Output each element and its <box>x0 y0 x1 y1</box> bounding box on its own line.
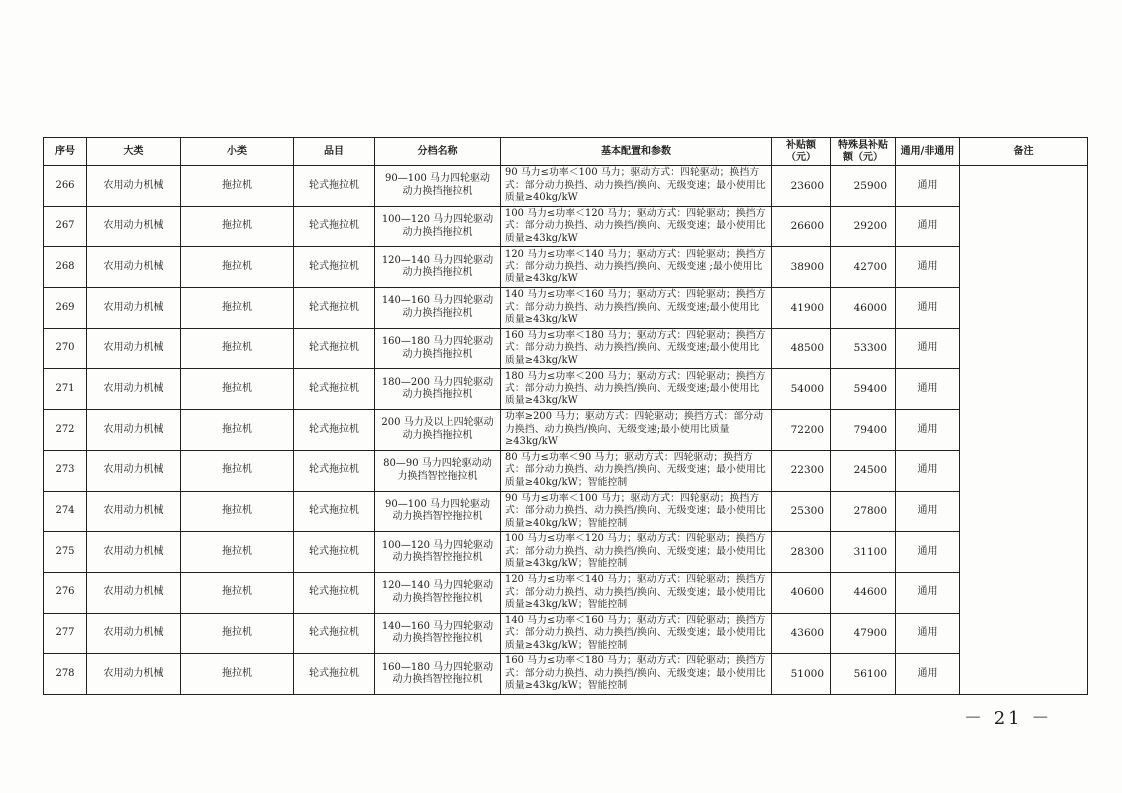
subsidy-table <box>43 137 1088 695</box>
item-cell: 轮式拖拉机 <box>294 613 375 654</box>
special-subsidy-cell: 27800 <box>831 491 896 532</box>
subsidy-cell: 26600 <box>772 206 831 247</box>
seq-cell: 275 <box>44 532 87 573</box>
seq-cell: 278 <box>44 654 87 695</box>
category-cell: 农用动力机械 <box>87 369 181 410</box>
params-cell: 90 马力≤功率＜100 马力；驱动方式：四轮驱动；换挡方式：部分动力换挡、动力换挡/换向、无级变速；最小使用比质量≥40kg/kW <box>501 166 772 207</box>
seq-cell: 269 <box>44 288 87 329</box>
subsidy-cell: 54000 <box>772 369 831 410</box>
general-cell: 通用 <box>896 288 960 329</box>
general-cell: 通用 <box>896 491 960 532</box>
table-body <box>44 166 1088 695</box>
subcategory-cell: 拖拉机 <box>181 328 294 369</box>
params-cell: 140 马力≤功率＜160 马力；驱动方式：四轮驱动；换挡方式：部分动力换挡、动力换挡/换向、无级变速；最小使用比质量≥43kg/kW；智能控制 <box>501 613 772 654</box>
seq-cell: 273 <box>44 450 87 491</box>
subsidy-cell: 41900 <box>772 288 831 329</box>
item-cell: 轮式拖拉机 <box>294 410 375 451</box>
table-row <box>44 532 1088 573</box>
special-subsidy-cell: 44600 <box>831 572 896 613</box>
subsidy-cell: 40600 <box>772 572 831 613</box>
subcategory-cell: 拖拉机 <box>181 450 294 491</box>
general-cell: 通用 <box>896 572 960 613</box>
tier-name-cell: 160—180 马力四轮驱动动力换挡拖拉机 <box>375 328 501 369</box>
table-row <box>44 491 1088 532</box>
category-cell: 农用动力机械 <box>87 450 181 491</box>
header-tier-name: 分档名称 <box>375 138 501 166</box>
category-cell: 农用动力机械 <box>87 247 181 288</box>
table-row <box>44 654 1088 695</box>
subsidy-cell: 72200 <box>772 410 831 451</box>
seq-cell: 270 <box>44 328 87 369</box>
header-subsidy: 补贴额（元） <box>772 138 831 166</box>
special-subsidy-cell: 29200 <box>831 206 896 247</box>
seq-cell: 268 <box>44 247 87 288</box>
params-cell: 80 马力≤功率＜90 马力；驱动方式：四轮驱动；换挡方式：部分动力换挡、动力换挡/换向、无级变速；最小使用比质量≥40kg/kW；智能控制 <box>501 450 772 491</box>
header-seq: 序号 <box>44 138 87 166</box>
seq-cell: 277 <box>44 613 87 654</box>
tier-name-cell: 120—140 马力四轮驱动动力换挡智控拖拉机 <box>375 572 501 613</box>
params-cell: 120 马力≤功率＜140 马力；驱动方式：四轮驱动；换挡方式：部分动力换挡、动力换挡/换向、无级变速 ;最小使用比质量≥43kg/kW <box>501 247 772 288</box>
tier-name-cell: 140—160 马力四轮驱动动力换挡拖拉机 <box>375 288 501 329</box>
subcategory-cell: 拖拉机 <box>181 410 294 451</box>
subcategory-cell: 拖拉机 <box>181 288 294 329</box>
subcategory-cell: 拖拉机 <box>181 206 294 247</box>
table-row <box>44 410 1088 451</box>
item-cell: 轮式拖拉机 <box>294 166 375 207</box>
table-row <box>44 206 1088 247</box>
header-subcategory: 小类 <box>181 138 294 166</box>
general-cell: 通用 <box>896 613 960 654</box>
general-cell: 通用 <box>896 206 960 247</box>
remarks-cell <box>960 166 1088 695</box>
table-row <box>44 247 1088 288</box>
subcategory-cell: 拖拉机 <box>181 572 294 613</box>
table-header-row <box>44 138 1088 166</box>
seq-cell: 272 <box>44 410 87 451</box>
params-cell: 160 马力≤功率＜180 马力；驱动方式：四轮驱动；换挡方式：部分动力换挡、动力换挡/换向、无级变速；最小使用比质量≥43kg/kW；智能控制 <box>501 654 772 695</box>
params-cell: 100 马力≤功率＜120 马力；驱动方式：四轮驱动；换挡方式：部分动力换挡、动力换挡/换向、无级变速；最小使用比质量≥43kg/kW；智能控制 <box>501 532 772 573</box>
special-subsidy-cell: 42700 <box>831 247 896 288</box>
subsidy-cell: 28300 <box>772 532 831 573</box>
category-cell: 农用动力机械 <box>87 206 181 247</box>
general-cell: 通用 <box>896 328 960 369</box>
subsidy-cell: 51000 <box>772 654 831 695</box>
special-subsidy-cell: 56100 <box>831 654 896 695</box>
special-subsidy-cell: 24500 <box>831 450 896 491</box>
seq-cell: 274 <box>44 491 87 532</box>
category-cell: 农用动力机械 <box>87 654 181 695</box>
item-cell: 轮式拖拉机 <box>294 450 375 491</box>
header-item: 品目 <box>294 138 375 166</box>
category-cell: 农用动力机械 <box>87 410 181 451</box>
item-cell: 轮式拖拉机 <box>294 206 375 247</box>
category-cell: 农用动力机械 <box>87 328 181 369</box>
subcategory-cell: 拖拉机 <box>181 613 294 654</box>
general-cell: 通用 <box>896 410 960 451</box>
item-cell: 轮式拖拉机 <box>294 247 375 288</box>
subcategory-cell: 拖拉机 <box>181 247 294 288</box>
category-cell: 农用动力机械 <box>87 532 181 573</box>
table-row <box>44 369 1088 410</box>
seq-cell: 266 <box>44 166 87 207</box>
category-cell: 农用动力机械 <box>87 288 181 329</box>
subsidy-cell: 43600 <box>772 613 831 654</box>
params-cell: 160 马力≤功率＜180 马力；驱动方式：四轮驱动；换挡方式：部分动力换挡、动力换挡/换向、无级变速;最小使用比质量≥43kg/kW <box>501 328 772 369</box>
tier-name-cell: 80—90 马力四轮驱动动力换挡智控拖拉机 <box>375 450 501 491</box>
seq-cell: 276 <box>44 572 87 613</box>
params-cell: 功率≥200 马力；驱动方式：四轮驱动；换挡方式：部分动力换挡、动力换挡/换向、无级变速;最小使用比质量≥43kg/kW <box>501 410 772 451</box>
general-cell: 通用 <box>896 654 960 695</box>
subcategory-cell: 拖拉机 <box>181 166 294 207</box>
item-cell: 轮式拖拉机 <box>294 532 375 573</box>
header-general: 通用/非通用 <box>896 138 960 166</box>
tier-name-cell: 90—100 马力四轮驱动动力换挡拖拉机 <box>375 166 501 207</box>
table-row <box>44 572 1088 613</box>
special-subsidy-cell: 46000 <box>831 288 896 329</box>
header-params: 基本配置和参数 <box>501 138 772 166</box>
header-category: 大类 <box>87 138 181 166</box>
category-cell: 农用动力机械 <box>87 572 181 613</box>
params-cell: 180 马力≤功率＜200 马力；驱动方式：四轮驱动；换挡方式：部分动力换挡、动力换挡/换向、无级变速;最小使用比质量≥43kg/kW <box>501 369 772 410</box>
params-cell: 120 马力≤功率＜140 马力；驱动方式：四轮驱动；换挡方式：部分动力换挡、动力换挡/换向、无级变速；最小使用比质量≥43kg/kW；智能控制 <box>501 572 772 613</box>
params-cell: 140 马力≤功率＜160 马力；驱动方式：四轮驱动；换挡方式：部分动力换挡、动力换挡/换向、无级变速;最小使用比质量≥43kg/kW <box>501 288 772 329</box>
tier-name-cell: 200 马力及以上四轮驱动动力换挡拖拉机 <box>375 410 501 451</box>
general-cell: 通用 <box>896 532 960 573</box>
tier-name-cell: 120—140 马力四轮驱动动力换挡拖拉机 <box>375 247 501 288</box>
table-row <box>44 450 1088 491</box>
subcategory-cell: 拖拉机 <box>181 491 294 532</box>
table-row <box>44 166 1088 207</box>
general-cell: 通用 <box>896 369 960 410</box>
subsidy-cell: 38900 <box>772 247 831 288</box>
params-cell: 90 马力≤功率＜100 马力；驱动方式：四轮驱动；换挡方式：部分动力换挡、动力换挡/换向、无级变速；最小使用比质量≥40kg/kW；智能控制 <box>501 491 772 532</box>
subsidy-cell: 23600 <box>772 166 831 207</box>
header-remarks: 备注 <box>960 138 1088 166</box>
item-cell: 轮式拖拉机 <box>294 491 375 532</box>
tier-name-cell: 90—100 马力四轮驱动动力换挡智控拖拉机 <box>375 491 501 532</box>
special-subsidy-cell: 79400 <box>831 410 896 451</box>
general-cell: 通用 <box>896 247 960 288</box>
seq-cell: 271 <box>44 369 87 410</box>
item-cell: 轮式拖拉机 <box>294 369 375 410</box>
table-row <box>44 288 1088 329</box>
tier-name-cell: 140—160 马力四轮驱动动力换挡智控拖拉机 <box>375 613 501 654</box>
table-row <box>44 328 1088 369</box>
tier-name-cell: 180—200 马力四轮驱动动力换挡拖拉机 <box>375 369 501 410</box>
item-cell: 轮式拖拉机 <box>294 328 375 369</box>
category-cell: 农用动力机械 <box>87 166 181 207</box>
subcategory-cell: 拖拉机 <box>181 532 294 573</box>
tier-name-cell: 100—120 马力四轮驱动动力换挡智控拖拉机 <box>375 532 501 573</box>
category-cell: 农用动力机械 <box>87 613 181 654</box>
item-cell: 轮式拖拉机 <box>294 654 375 695</box>
subsidy-cell: 22300 <box>772 450 831 491</box>
special-subsidy-cell: 31100 <box>831 532 896 573</box>
special-subsidy-cell: 25900 <box>831 166 896 207</box>
special-subsidy-cell: 47900 <box>831 613 896 654</box>
tier-name-cell: 160—180 马力四轮驱动动力换挡智控拖拉机 <box>375 654 501 695</box>
subcategory-cell: 拖拉机 <box>181 369 294 410</box>
category-cell: 农用动力机械 <box>87 491 181 532</box>
header-special-subsidy: 特殊县补贴额（元） <box>831 138 896 166</box>
special-subsidy-cell: 59400 <box>831 369 896 410</box>
tier-name-cell: 100—120 马力四轮驱动动力换挡拖拉机 <box>375 206 501 247</box>
params-cell: 100 马力≤功率＜120 马力；驱动方式：四轮驱动；换挡方式：部分动力换挡、动力换挡/换向、无级变速；最小使用比质量≥43kg/kW <box>501 206 772 247</box>
special-subsidy-cell: 53300 <box>831 328 896 369</box>
item-cell: 轮式拖拉机 <box>294 288 375 329</box>
subsidy-cell: 25300 <box>772 491 831 532</box>
subcategory-cell: 拖拉机 <box>181 654 294 695</box>
table-row <box>44 613 1088 654</box>
item-cell: 轮式拖拉机 <box>294 572 375 613</box>
subsidy-cell: 48500 <box>772 328 831 369</box>
general-cell: 通用 <box>896 166 960 207</box>
page-number: － 21 － <box>964 708 1053 729</box>
general-cell: 通用 <box>896 450 960 491</box>
seq-cell: 267 <box>44 206 87 247</box>
